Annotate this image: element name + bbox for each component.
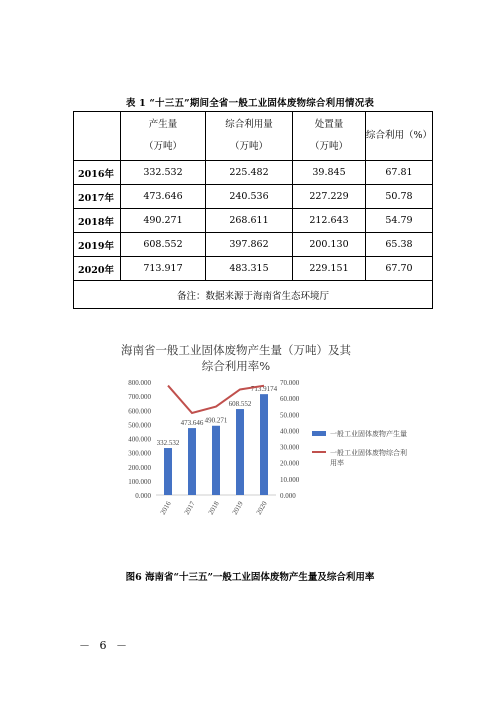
y-left-tick-label: 300.000 [128, 449, 151, 458]
y-right-tick-label: 60.000 [280, 395, 300, 404]
header-utilized: 综合利用量 （万吨） [206, 112, 293, 161]
y-left-tick-label: 200.000 [128, 463, 151, 472]
chart-plot [116, 335, 414, 525]
x-tick-label: 2019 [230, 500, 245, 517]
page-number: － 6 － [79, 639, 130, 652]
bar [236, 409, 244, 495]
bar-value-label: 490.271 [204, 416, 228, 425]
legend-line-label: 用率 [330, 459, 344, 467]
bar-value-label: 608.552 [228, 400, 252, 409]
table-note: 备注：数据来源于海南省生态环境厅 [74, 281, 433, 309]
table-row: 2020年 713.917 483.315 229.151 67.70 [74, 257, 433, 281]
table-row: 2019年 608.552 397.862 200.130 65.38 [74, 233, 433, 257]
legend-line-label: 一般工业固体废物综合利 [330, 449, 407, 457]
x-tick-label: 2020 [254, 500, 269, 517]
y-left-tick-label: 600.000 [128, 407, 151, 416]
bar-value-label: 332.532 [156, 439, 180, 448]
header-disposed: 处置量 （万吨） [293, 112, 366, 161]
table-row: 2017年 473.646 240.536 227.229 50.78 [74, 185, 433, 209]
y-left-tick-label: 0.000 [135, 492, 151, 500]
table-header-row [74, 112, 433, 161]
y-right-tick-label: 0.000 [280, 492, 296, 500]
header-blank [74, 112, 121, 161]
y-right-tick-label: 70.000 [280, 379, 300, 387]
y-left-tick-label: 500.000 [128, 421, 151, 430]
bar-value-label: 473.646 [180, 419, 204, 428]
table-note-row [74, 281, 433, 309]
y-right-tick-label: 30.000 [280, 443, 300, 452]
x-tick-label: 2018 [206, 500, 221, 517]
header-produced: 产生量 （万吨） [121, 112, 206, 161]
bar [260, 394, 268, 495]
x-tick-label: 2017 [182, 500, 197, 517]
table-caption: 表 1 “十三五”期间全省一般工业固体废物综合利用情况表 [125, 98, 375, 109]
y-left-tick-label: 700.000 [128, 393, 151, 402]
y-right-tick-label: 20.000 [280, 459, 300, 468]
chart-container [116, 335, 414, 525]
legend-bar-swatch [312, 431, 326, 436]
y-left-tick-label: 400.000 [128, 435, 151, 444]
y-right-tick-label: 10.000 [280, 475, 300, 484]
y-left-tick-label: 800.000 [128, 379, 151, 387]
legend-bar-label: 一般工业固体废物产生量 [330, 430, 407, 438]
y-left-tick-label: 100.000 [128, 477, 151, 486]
bar-value-label: 713.9174 [250, 385, 278, 394]
chart-title-line2: 综合利用率% [201, 359, 271, 373]
waste-table [73, 111, 433, 309]
bar [164, 448, 172, 495]
chart-title-line1: 海南省一般工业固体废物产生量（万吨）及其 [121, 343, 351, 357]
figure-caption: 图6 海南省“十三五”一般工业固体废物产生量及综合利用率 [125, 572, 375, 583]
bar [212, 426, 220, 495]
y-right-tick-label: 50.000 [280, 411, 300, 420]
header-rate: 综合利用（%） [366, 112, 433, 161]
table-row: 2018年 490.271 268.611 212.643 54.79 [74, 209, 433, 233]
table-row: 2016年 332.532 225.482 39.845 67.81 [74, 161, 433, 185]
bar [188, 428, 196, 495]
y-right-tick-label: 40.000 [280, 427, 300, 436]
x-tick-label: 2016 [158, 500, 173, 517]
